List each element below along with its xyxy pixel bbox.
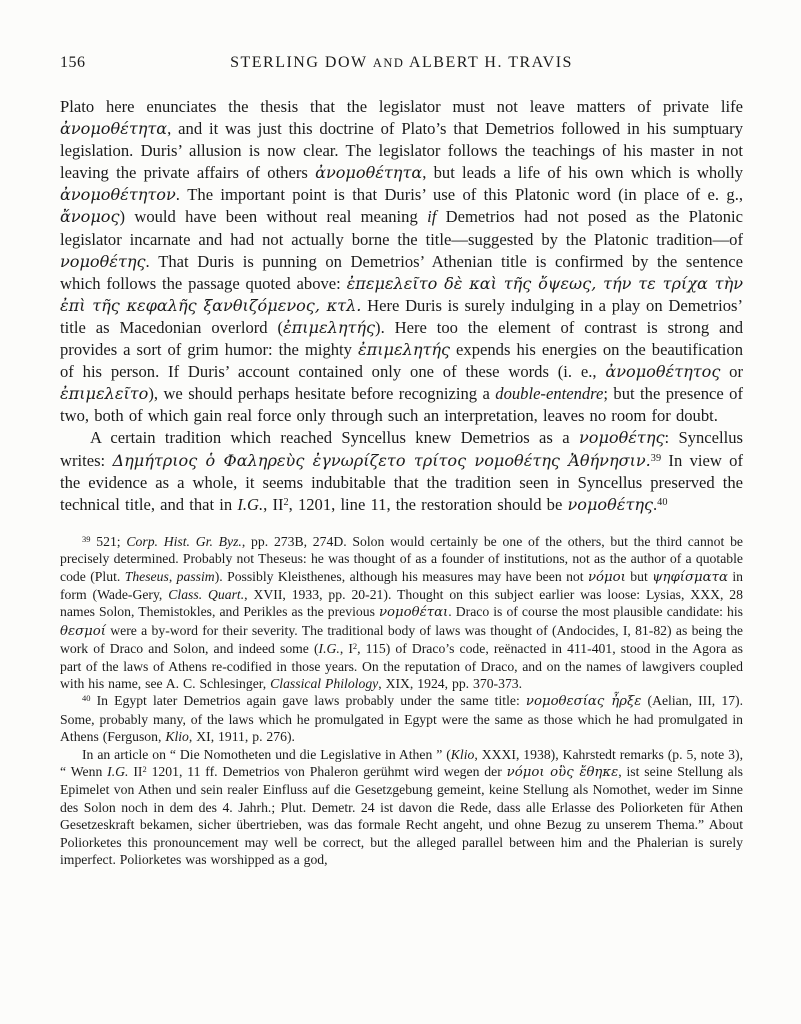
text-run: but: [625, 568, 653, 584]
text-run: were a by-word for their severity. The traditional body of laws was thought of (Andocides, I, 81-82) as being the work of Draco and Solon, and indeed some (: [60, 622, 743, 657]
body-text: [60, 96, 743, 516]
text-run: ). Here too the element of contrast is strong and provides a sort of grim humor: the mighty: [60, 317, 743, 360]
text-run: In Egypt later Demetrios again gave laws probably under the same title:: [90, 693, 526, 709]
text-run: νόμοι: [587, 569, 626, 585]
text-run: ἀνομοθέτητον: [60, 185, 176, 205]
text-run: STERLING DOW: [230, 54, 373, 71]
text-run: νομοθέτης: [578, 428, 665, 448]
footnote-ref: 2: [352, 641, 358, 652]
text-run: Klio: [450, 746, 475, 762]
text-run: , 115) of Draco’s code, reënacted in 411-401, stood in the Agora as part of the laws of Athens re-codified in those years. On the reputation of Draco, and on the names of lawgivers coupled with his name, see A. C. Schlesinger,: [60, 641, 743, 692]
text-run: . Draco is of course the most plausible candidate: his: [448, 604, 743, 620]
text-run: ἄνομος: [60, 207, 120, 227]
text-run: ), we should perhaps hesitate before recognizing a: [148, 384, 496, 404]
text-run: I.G.: [107, 764, 129, 780]
text-run: , I: [339, 641, 353, 657]
text-run: 1201, 11 ff. Demetrios von Phaleron gerühmt wird wegen der: [146, 764, 507, 780]
text-run: , ist seine Stellung als Epimelet von Athen und sein realer Einfluss auf die Gesetzgebung gemeint, keine Stellung als Nomothet, weder im Sinne des Solon noch in dem des 4. Jahrh.; Plut. Demetr. 24 ist davon die Rede, dass alle Erlasse des Poliorketen für Athen Gesetzeskraft bekamen, sicher übertrieben, was das formale Recht angeht, und ohne Bezug zu unserem Thema.” About Poliorketes this pronouncement may well be correct, but the alleged parallel between him and the Phalerian is surely imperfect. Poliorketes was worshipped as a god,: [60, 764, 743, 868]
text-run: : Syncellus writes:: [60, 428, 744, 470]
text-run: (Aelian, III, 17). Some, probably many, of the laws which he promulgated in Egypt were the same as those which he had promulgated in Athens (Ferguson,: [60, 693, 744, 745]
body-paragraph: [60, 427, 743, 515]
text-run: ; but the presence of two, both of which gain real force only through such an interpretation, leaves no room for doubt.: [60, 384, 743, 426]
text-run: ἐπιμελητής: [358, 340, 451, 360]
text-run: ἐπιμελεῖτο: [60, 384, 149, 404]
text-run: ἐπιμελητής: [283, 317, 376, 337]
text-run: νόμοι οὓς ἔθηκε: [506, 765, 619, 781]
text-run: I.G.: [318, 641, 340, 657]
body-paragraph: [60, 96, 743, 427]
text-run: if: [427, 207, 437, 227]
running-head: [60, 54, 743, 72]
text-run: , II: [263, 494, 284, 514]
text-run: A certain tradition which reached Syncellus knew Demetrios as a: [90, 428, 579, 448]
footnote-ref: 39: [82, 533, 91, 544]
text-run: ἀνομοθέτητα: [60, 119, 168, 139]
text-run: or: [720, 362, 743, 382]
text-run: Class. Quart.: [168, 587, 245, 602]
text-run: passim: [176, 568, 215, 584]
text-run: ἐπεμελεῖτο δὲ καὶ τῆς ὄψεως, τήν τε τρίχα τὴν ἐπὶ τῆς κεφαλῆς ξανθιζόμενος, κτλ.: [60, 273, 744, 315]
text-run: ἀνομοθέτητος: [605, 362, 721, 382]
text-run: ). Possibly Kleisthenes, although his measures may have been not: [214, 568, 588, 584]
text-run: Δημήτριος ὁ Φαληρεὺς ἐγνωρίζετο τρίτος νομοθέτης Ἀθήνησιν.: [112, 450, 651, 470]
text-run: in form (Wade-Gery,: [60, 568, 743, 602]
text-run: νομοθεσίας ἦρξε: [525, 694, 642, 710]
text-run: ) would have been without real meaning: [119, 207, 428, 227]
text-run: .: [653, 494, 658, 514]
text-run: double-entendre: [495, 384, 604, 404]
footnote-ref: 2: [142, 764, 147, 774]
text-run: Klio: [165, 729, 189, 745]
text-run: I.G.: [237, 494, 264, 514]
text-run: II: [128, 764, 143, 780]
text-run: , and it was just this doctrine of Plato’s that Demetrios followed in his sumptuary legislation. Duris’ allusion is now clear. The legislator follows the teachings of his master in not leaving the private affairs of others: [60, 119, 743, 183]
text-run: , 1201, line 11, the restoration should be: [288, 494, 568, 514]
text-run: Demetrios had not posed as the Platonic legislator incarnate and had not actually borne the title—suggested by the Platonic tradition—of: [60, 207, 743, 249]
text-run: Theseus: [124, 568, 169, 584]
footnote-paragraph: [60, 746, 743, 869]
text-run: , XIX, 1924, pp. 370-373.: [378, 676, 523, 692]
text-run: 521;: [90, 533, 127, 549]
text-run: expends his energies on the beautification of his person. If Duris’ account contained only one of these words (i. e.,: [60, 340, 743, 382]
text-run: Here Duris is surely indulging in a play on Demetrios’ title as Macedonian overlord (: [60, 295, 743, 337]
text-run: , XI, 1911, p. 276).: [188, 729, 295, 745]
text-run: ἀνομοθέτητα: [315, 163, 423, 183]
text-run: In an article on “ Die Nomotheten und die Legislative in Athen ” (: [82, 746, 451, 762]
footnote-ref: 2: [283, 496, 289, 508]
text-run: AND: [372, 56, 405, 70]
text-run: , pp. 273B, 274D. Solon would certainly be one of the others, but the third cannot be precisely determined. Probably not Theseus: he was thought of as a founder of institutions, not as the author of a quotable code (Plut.: [60, 533, 743, 584]
footnote-ref: 39: [650, 452, 662, 464]
text-run: Classical Philology: [270, 676, 379, 692]
text-run: . That Duris is punning on Demetrios’ Athenian title is confirmed by the sentence which follows the passage quoted above:: [60, 251, 743, 293]
text-run: , XXXI, 1938), Kahrstedt remarks (p. 5, note 3), “ Wenn: [60, 746, 743, 780]
footnote-paragraph: [60, 692, 743, 745]
footnote-section: [60, 533, 743, 869]
text-run: ,: [168, 568, 177, 584]
page-header: [60, 54, 743, 74]
text-run: νομοθέται: [378, 605, 449, 621]
text-run: , XVII, 1933, pp. 20-21). Thought on this subject earlier was loose: Lysias, XXX, 28 names Solon, Themistokles, and Perikles as the previous: [60, 587, 743, 620]
text-run: Plato here enunciates the thesis that the legislator must not leave matters of private life: [60, 97, 743, 116]
text-run: ψηφίσματα: [652, 569, 728, 585]
text-run: Corp. Hist. Gr. Byz.: [126, 533, 242, 549]
footnote-paragraph: [60, 533, 743, 693]
text-run: In view of the evidence as a whole, it seems indubitable that the tradition seen in Syncellus preserved the technical title, and that in: [60, 450, 743, 514]
text-run: ALBERT H. TRAVIS: [404, 54, 573, 71]
footnote-ref: 40: [82, 693, 91, 704]
page-content: [60, 54, 743, 869]
text-run: νομοθέτης: [567, 494, 654, 514]
text-run: . The important point is that Duris’ use of this Platonic word (in place of e. g.,: [175, 185, 743, 205]
text-run: νομοθέτης: [60, 251, 146, 271]
page-number: 156: [60, 54, 86, 71]
text-run: , but leads a life of his own which is wholly: [422, 163, 744, 183]
footnote-ref: 40: [657, 496, 668, 508]
text-run: θεσμοί: [60, 623, 106, 639]
